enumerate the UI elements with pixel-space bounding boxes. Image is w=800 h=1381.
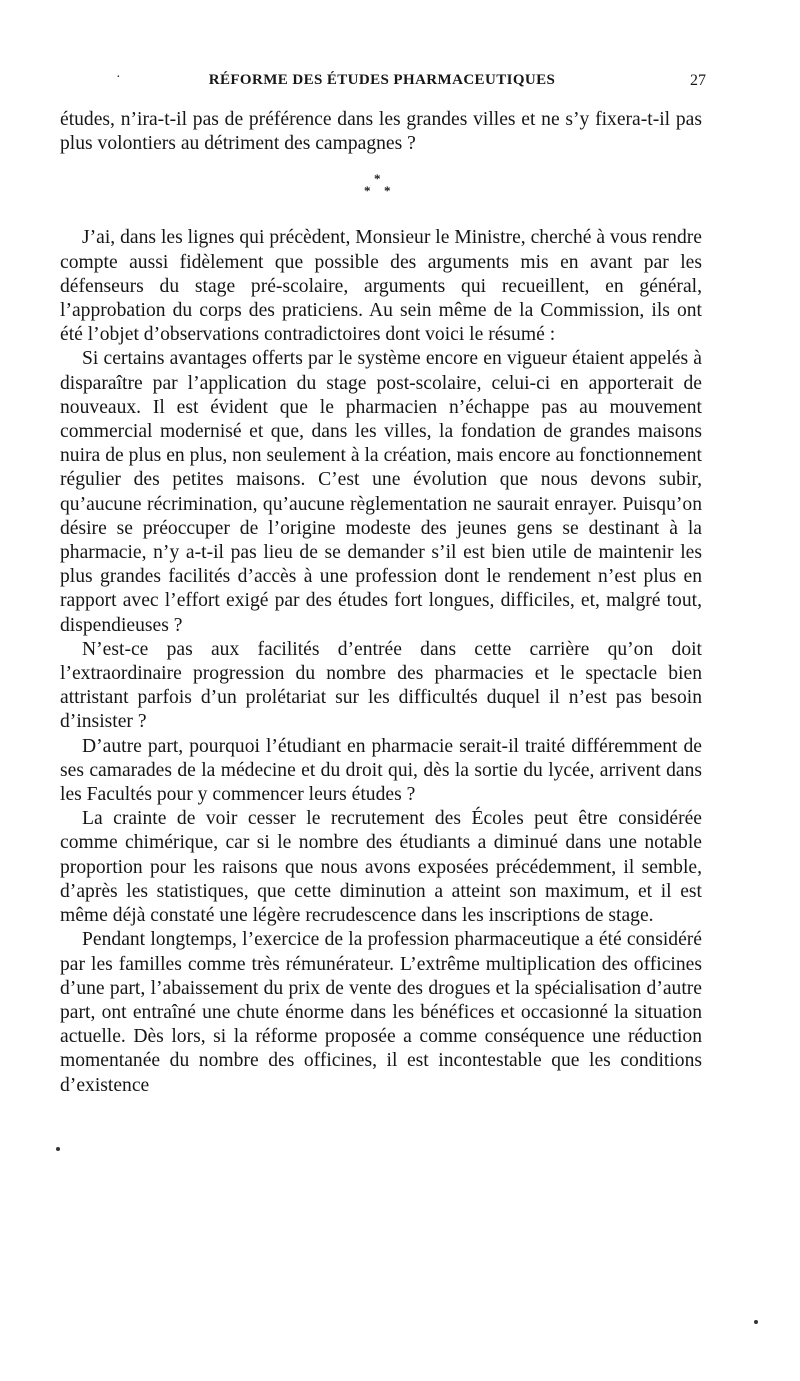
paragraph: Pendant longtemps, l’exercice de la profession pharmaceutique a été considéré par les familles comme très rémunérateur. L’extrême multiplication des officines d’une part, l’abaissement du prix de vente des drogues et la spécialisation d’autre part, ont entraîné une chute énorme dans les bénéfices et occasionné la situation actuelle. Dès lors, si la réforme proposée a comme conséquence une réduction momentanée du nombre des officines, il est incontestable que les conditions d’existence [60,929,702,1096]
paragraph: D’autre part, pourquoi l’étudiant en pharmacie serait-il traité différemment de ses camarades de la médecine et du droit qui, dès la sortie du lycée, arrivent dans les Facultés pour y commencer leurs études ? [60,735,702,806]
asterism-star: * [384,183,391,199]
body-text [60,108,702,1098]
paragraph: J’ai, dans les lignes qui précèdent, Monsieur le Ministre, cherché à vous rendre compte aussi fidèlement que possible des arguments mis en avant par les défenseurs du stage pré-scolaire, arguments qui recueillent, en général, l’approbation du corps des praticiens. Au sein même de la Commission, ils ont été l’objet d’observations contradictoires dont voici le résumé : [60,227,702,346]
paragraph: N’est-ce pas aux facilités d’entrée dans cette carrière qu’on doit l’extraordinaire progression du nombre des pharmacies et le spectacle bien attristant parfois d’un prolétariat sur les difficultés duquel il n’est pas besoin d’insister ? [60,638,702,733]
asterism-separator [60,166,702,218]
paragraph: La crainte de voir cesser le recrutement des Écoles peut être considérée comme chimérique, car si le nombre des étudiants a diminué dans une notable proportion pour les raisons que nous avons exposées précédemment, il semble, d’après les statistiques, que cette diminution a atteint son maximum, et il est même déjà constaté une légère recrudescence dans les inscriptions de stage. [60,808,702,927]
asterism-star: * [374,171,381,187]
header-bullet: · [116,70,121,85]
asterism-star: * [364,183,371,199]
paragraph-continued: études, n’ira-t-il pas de préférence dans les grandes villes et ne s’y fixera-t-il pas plus volontiers au détriment des campagnes ? [60,109,702,155]
paragraph: Si certains avantages offerts par le système encore en vigueur étaient appelés à disparaître par l’application du stage post-scolaire, celui-ci en apporterait de nouveaux. Il est évident que le pharmacien n’échappe pas au mouvement commercial modernisé et que, dans les villes, la fondation de grandes maisons nuira de plus en plus, non seulement à la création, mais encore au fonctionnement régulier des petites maisons. C’est une évolution que nous devons subir, qu’aucune récrimination, qu’aucune règlementation ne saurait enrayer. Puisqu’on désire se préoccuper de l’origine modeste des jeunes gens se destinant à la pharmacie, n’y a-t-il pas lieu de se demander s’il est bien utile de maintenir les plus grandes facilités d’accès à une profession dont le rendement n’est plus en rapport avec l’effort exigé par des études fort longues, difficiles, et, malgré tout, dispendieuses ? [60,348,702,636]
running-title: RÉFORME DES ÉTUDES PHARMACEUTIQUES [208,72,556,88]
print-speck [754,1320,758,1324]
running-header [58,68,706,92]
print-speck [56,1147,60,1151]
page-number: 27 [690,72,706,89]
